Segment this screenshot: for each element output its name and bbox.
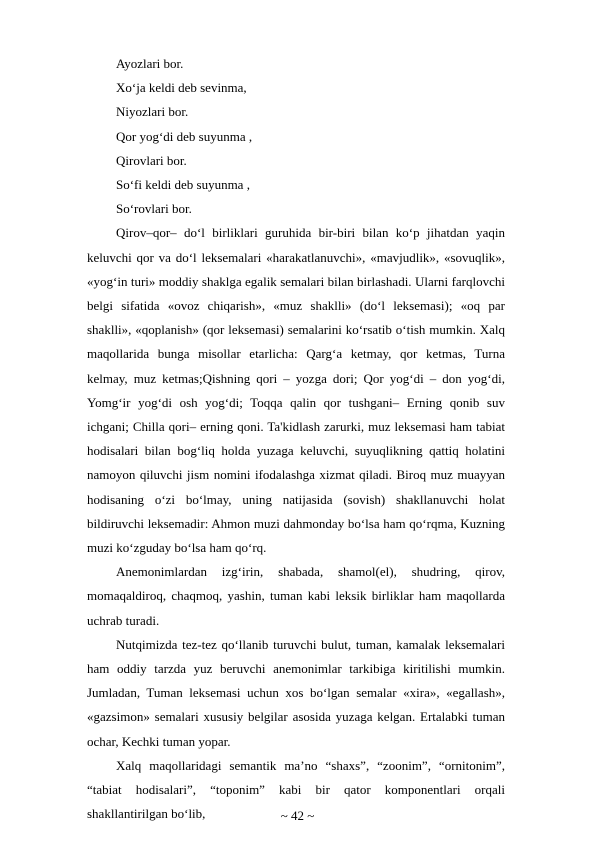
page-number: ~ 42 ~ (280, 808, 315, 823)
poem-line: Qirovlari bor. (116, 152, 187, 168)
poem-line: Ayozlari bor. (116, 56, 184, 71)
poem-line: So‘fi keldi deb suyunma , (116, 176, 250, 192)
paragraph: Nutqimizda tez-tez qo‘llanib turuvchi bulut, tuman, kamalak leksemalari ham oddiy tarzda yuz beruvchi anemonimlar tarkibiga kiritilishi mumkin. Jumladan, Tuman leksemasi uchun xos bo‘lgan semalar «xira», «egallash», «gazsimon» semalari xususiy belgilar asosida yuzaga kelgan. Ertalabki tuman ochar, Kechki tuman yopar. (87, 636, 505, 749)
paragraph: Qirov–qor– do‘l birliklari guruhida bir-biri bilan ko‘p jihatdan yaqin keluvchi qor va do‘l leksemalari «harakatlanuvchi», «mavjudlik», «sovuqlik», «yog‘in turi» moddiy shaklga egalik semalari bilan birlashadi. Ularni farqlovchi belgi sifatida «ovoz chiqarish», «muz shaklli» (do‘l leksemasi); «oq par shaklli», «qoplanish» (qor leksemasi) semalarini ko‘rsatib o‘tish mumkin. Xalq maqollarida bunga misollar etarlicha: Qarg‘a ketmay, qor ketmas, Turna kelmay, muz ketmas;Qishning qori – yozga dori; Qor yog‘di – don yog‘di, Yomg‘ir yog‘di osh yog‘di; Toqqa qalin qor tushgani– Erning qonib suv ichgani; Chilla qori– erning qoni. Ta'kidlash zarurki, muz leksemasi ham tabiat hodisalari bilan bog‘liq holda yuzaga keluvchi, suyuqlikning qattiq holatini namoyon qiluvchi jism nomini ifodalashga xizmat qiladi. Biroq muz muayyan hodisaning o‘zi bo‘lmay, uning natijasida (sovish) shakllanuvchi holat bildiruvchi leksemadir: Ahmon muzi dahmonday bo‘lsa ham qo‘rqma, Kuzning muzi ko‘zguday bo‘lsa ham qo‘rq. (87, 225, 505, 555)
document-body (87, 52, 505, 826)
poem-line: Xo‘ja keldi deb sevinma, (116, 80, 247, 96)
poem-line: Qor yog‘di deb suyunma , (116, 128, 253, 144)
poem-line: Niyozlari bor. (116, 104, 189, 120)
paragraph: Xalq maqollaridagi semantik ma’no “shaxs”, “zoonim”, “ornitonim”, “tabiat hodisalari”, “toponim” kabi bir qator komponentlari orqali shakllantirilgan bo‘lib, (87, 757, 505, 822)
poem-line: So‘rovlari bor. (116, 201, 192, 217)
paragraph: Anemonimlardan izg‘irin, shabada, shamol(el), shudring, qirov, momaqaldiroq, chaqmoq, yashin, tuman kabi leksik birliklar ham maqollarda uchrab turadi. (87, 564, 505, 628)
